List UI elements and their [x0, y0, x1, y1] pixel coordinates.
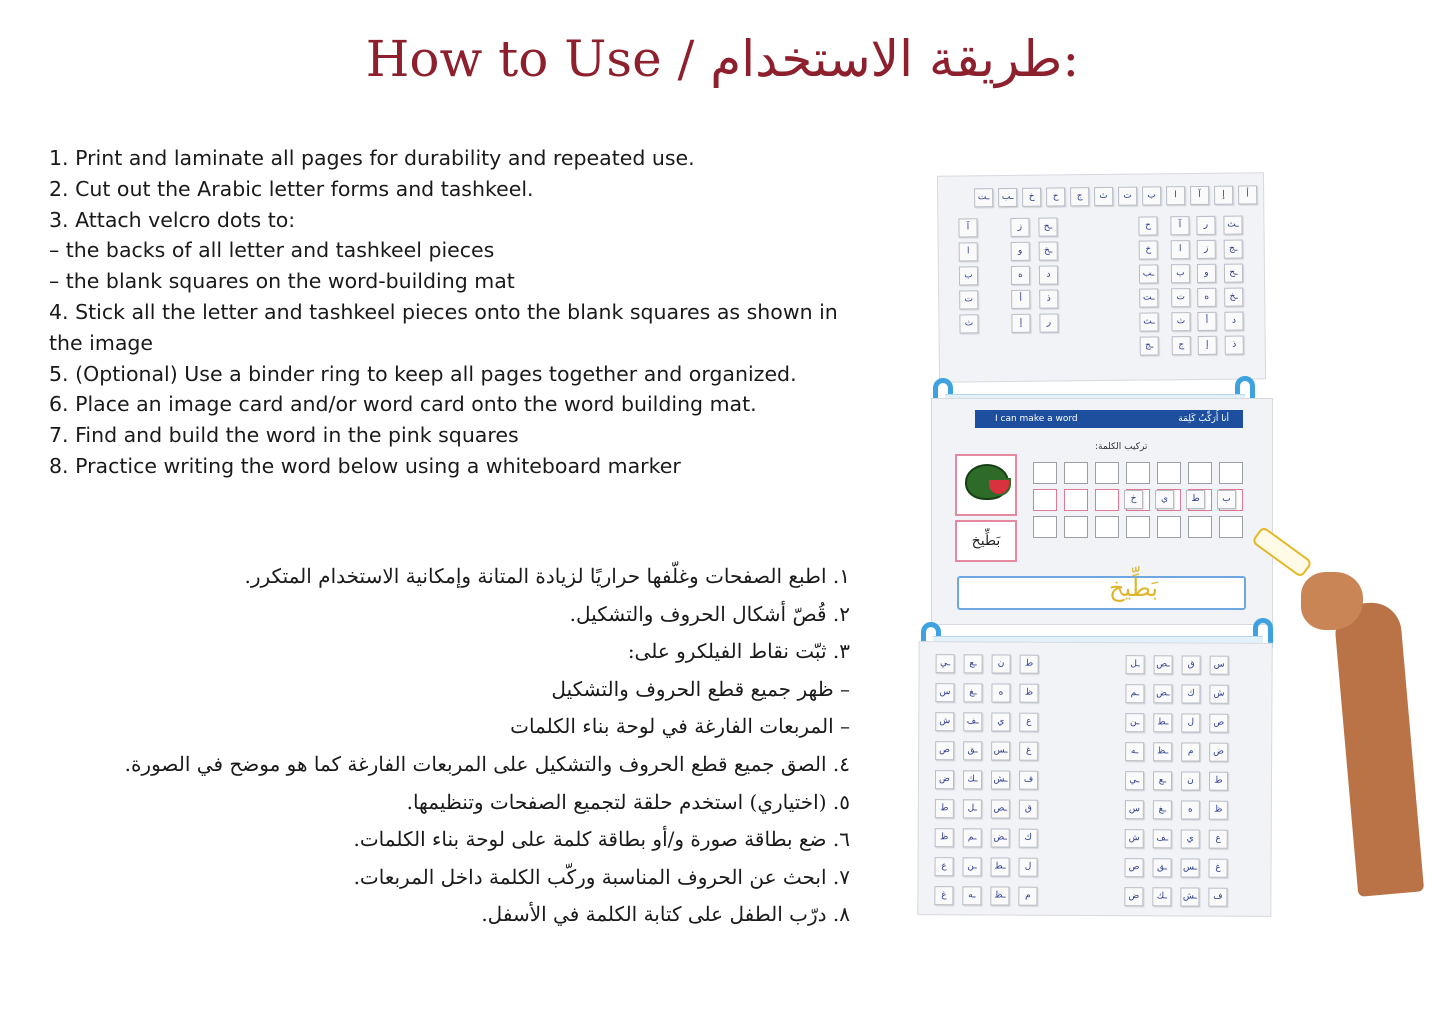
letter-tile[interactable]: أ — [1011, 290, 1030, 309]
letter-tile[interactable]: ـس — [1180, 858, 1199, 877]
letter-tile[interactable]: ك — [1181, 684, 1200, 703]
letter-tile[interactable]: آ — [1170, 216, 1189, 235]
letter-tile[interactable]: ذ — [1225, 336, 1244, 355]
blank-square[interactable] — [1033, 516, 1057, 538]
arabic-step: ١. اطبع الصفحات وغلّفها حراريًا لزيادة المتانة وإمكانية الاستخدام المتكرر. — [244, 564, 850, 588]
letter-tile[interactable]: ـس — [991, 741, 1010, 760]
letter-tile[interactable]: ل — [1018, 858, 1037, 877]
letter-tile[interactable]: ص — [1124, 858, 1143, 877]
letter-tile[interactable]: ـت — [974, 188, 993, 207]
writing-strip[interactable] — [957, 576, 1246, 610]
letter-tile[interactable]: ط — [1209, 772, 1228, 791]
mat-header-english: I can make a word — [995, 414, 1078, 424]
letter-tile[interactable]: ه — [1011, 266, 1030, 285]
letter-tile[interactable]: م — [1181, 742, 1200, 761]
letter-tile[interactable]: ـظ — [1153, 742, 1172, 761]
letter-tile[interactable]: خ — [1022, 188, 1041, 207]
letter-tile[interactable]: ا — [959, 242, 978, 261]
letter-tile[interactable]: ـط — [1153, 713, 1172, 732]
watermelon-slice-icon — [987, 478, 1011, 496]
letter-board-page-3 — [917, 641, 1272, 917]
letter-tile[interactable]: ي — [1181, 829, 1200, 848]
letter-tile[interactable]: ـج — [1224, 240, 1243, 259]
arabic-step: ٢. قُصّ أشكال الحروف والتشكيل. — [569, 601, 850, 626]
letter-tile[interactable]: ع — [1019, 713, 1038, 732]
letter-tile[interactable]: ض — [1124, 887, 1143, 906]
letter-tile[interactable]: ج — [1172, 336, 1191, 355]
letter-tile[interactable]: ـص — [1154, 655, 1173, 674]
letter-tile[interactable]: ـب — [998, 188, 1017, 207]
letter-tile[interactable]: ج — [1070, 187, 1089, 206]
letter-tile[interactable]: ـن — [962, 857, 981, 876]
mat-header — [975, 410, 1243, 428]
blank-square[interactable] — [1064, 516, 1088, 538]
letter-tile[interactable]: ع — [934, 857, 953, 876]
letter-tile[interactable]: ق — [1182, 655, 1201, 674]
english-step: 1. Print and laminate all pages for durability and repeated use. — [49, 146, 695, 170]
letter-tile[interactable]: ـظ — [990, 886, 1009, 905]
letter-tile[interactable]: ـش — [991, 770, 1010, 789]
letter-tile[interactable]: ـم — [963, 828, 982, 847]
arabic-step: ٨. درّب الطفل على كتابة الكلمة في الأسفل. — [481, 902, 850, 927]
letter-tile[interactable]: ـط — [990, 857, 1009, 876]
letter-tile[interactable]: ي — [991, 712, 1010, 731]
letter-tile[interactable]: ظ — [1019, 684, 1038, 703]
arabic-step: ٥. (اختياري) استخدم حلقة لتجميع الصفحات وتنظيمها. — [406, 789, 850, 814]
english-step: 6. Place an image card and/or word card onto the word building mat. — [49, 392, 757, 417]
english-step: 3. Attach velcro dots to: — [49, 207, 296, 232]
letter-tile[interactable]: غ — [1019, 742, 1038, 761]
letter-tile[interactable]: ـض — [991, 828, 1010, 847]
letter-tile[interactable]: ن — [992, 654, 1011, 673]
letter-tile[interactable]: ر — [1039, 313, 1058, 332]
letter-tile[interactable]: ص — [1209, 714, 1228, 733]
letter-tile[interactable]: ش — [1209, 685, 1228, 704]
letter-tile[interactable]: ا — [1171, 240, 1190, 259]
letter-tile[interactable]: ز — [1010, 218, 1029, 237]
letter-tile[interactable]: ـك — [963, 770, 982, 789]
letter-tile[interactable]: ـف — [1153, 829, 1172, 848]
letter-tile[interactable]: ـث — [1139, 312, 1158, 331]
word-card[interactable]: بَطِّيخ — [955, 520, 1017, 562]
letter-tile[interactable]: د — [1039, 265, 1058, 284]
letter-tile[interactable]: ف — [1019, 771, 1038, 790]
letter-tile[interactable]: ـن — [1125, 713, 1144, 732]
letter-tile[interactable]: غ — [934, 886, 953, 905]
letter-tile[interactable]: ـك — [1152, 887, 1171, 906]
letter-tile[interactable]: ـع — [1153, 771, 1172, 790]
letter-tile[interactable]: ـب — [1139, 264, 1158, 283]
letter-tile[interactable]: آ — [958, 218, 977, 237]
mat-label: تركيب الكلمة: — [1095, 442, 1148, 452]
letter-tile[interactable]: ض — [935, 770, 954, 789]
built-letter-tile[interactable]: ط — [1186, 490, 1205, 509]
letter-tile[interactable]: ظ — [935, 828, 954, 847]
letter-tile[interactable]: أ — [1238, 185, 1257, 204]
page-title: How to Use / طريقة الاستخدام: — [365, 30, 1080, 88]
letter-tile[interactable]: ض — [1209, 743, 1228, 762]
letter-tile[interactable]: ـه — [962, 886, 981, 905]
letter-tile[interactable]: إ — [1011, 314, 1030, 333]
product-photo — [915, 170, 1425, 922]
letter-tile[interactable]: ش — [935, 712, 954, 731]
letter-tile[interactable]: ب — [1142, 186, 1161, 205]
image-card[interactable] — [955, 454, 1017, 516]
letter-tile[interactable]: ث — [1171, 312, 1190, 331]
letter-tile[interactable]: ث — [959, 314, 978, 333]
letter-tile[interactable]: ك — [1019, 829, 1038, 848]
letter-tile[interactable]: ـل — [963, 799, 982, 818]
english-step: 7. Find and build the word in the pink squares — [49, 423, 519, 448]
mat-header-arabic: أنا أُرَكِّبُ كَلِمَة — [1178, 414, 1229, 424]
letter-tile[interactable]: ـم — [1125, 684, 1144, 703]
letter-tile[interactable]: ـض — [1153, 684, 1172, 703]
arabic-step: ٤. الصق جميع قطع الحروف والتشكيل على المربعات الفارغة كما هو موضح في الصورة. — [124, 751, 850, 776]
letter-tile[interactable]: ـق — [1152, 858, 1171, 877]
letter-tile[interactable]: ـص — [991, 799, 1010, 818]
letter-tile[interactable]: و — [1011, 242, 1030, 261]
letter-tile[interactable]: ز — [1197, 240, 1216, 259]
letter-tile[interactable]: ص — [935, 741, 954, 760]
letter-tile[interactable]: س — [1125, 800, 1144, 819]
built-letter-tile[interactable]: ب — [1217, 490, 1236, 509]
arabic-step: ٦. ضع بطاقة صورة و/أو بطاقة كلمة على لوحة بناء الكلمات. — [353, 827, 850, 852]
english-step: 2. Cut out the Arabic letter forms and tashkeel. — [49, 176, 534, 201]
letter-tile[interactable]: ح — [1138, 216, 1157, 235]
letter-tile[interactable]: ـغ — [963, 683, 982, 702]
letter-tile[interactable]: ذ — [1039, 289, 1058, 308]
written-word: بَطِّيخ — [1109, 574, 1159, 602]
english-step: 5. (Optional) Use a binder ring to keep all pages together and organized. — [49, 361, 797, 386]
letter-tile[interactable]: م — [1018, 887, 1037, 906]
letter-tile[interactable]: ـع — [964, 654, 983, 673]
letter-tile[interactable]: ـح — [1038, 217, 1057, 236]
built-letter-tile[interactable]: خ — [1124, 490, 1143, 509]
letter-tile[interactable]: ـي — [936, 654, 955, 673]
letter-tile[interactable]: ب — [959, 266, 978, 285]
letter-tile[interactable]: ب — [1171, 264, 1190, 283]
blank-square[interactable] — [1095, 462, 1119, 484]
arabic-step: – المربعات الفارغة في لوحة بناء الكلمات — [510, 714, 850, 739]
letter-tile[interactable]: ط — [935, 799, 954, 818]
blank-square[interactable] — [1126, 462, 1150, 484]
letter-tile[interactable]: ـج — [1140, 336, 1159, 355]
letter-tile[interactable]: ث — [1094, 187, 1113, 206]
letter-tile[interactable]: ط — [1020, 655, 1039, 674]
letter-tile[interactable]: خ — [1139, 240, 1158, 259]
letter-tile[interactable]: إ — [1214, 186, 1233, 205]
pink-square[interactable] — [1033, 489, 1057, 511]
letter-tile[interactable]: ت — [1118, 187, 1137, 206]
blank-square[interactable] — [1188, 462, 1212, 484]
letter-tile[interactable]: س — [935, 683, 954, 702]
blank-square[interactable] — [1126, 516, 1150, 538]
letter-tile[interactable]: أ — [1197, 312, 1216, 331]
letter-tile[interactable]: ـل — [1126, 655, 1145, 674]
letter-tile[interactable]: ح — [1046, 187, 1065, 206]
arabic-step: ٧. ابحث عن الحروف المناسبة وركّب الكلمة داخل المربعات. — [353, 864, 850, 889]
letter-tile[interactable]: آ — [1190, 186, 1209, 205]
letter-tile[interactable]: ـث — [1223, 216, 1242, 235]
letter-tile[interactable]: ـه — [1125, 742, 1144, 761]
child-hand — [1291, 566, 1421, 896]
english-step: 8. Practice writing the word below using a whiteboard marker — [49, 453, 681, 478]
letter-tile[interactable]: ا — [1166, 186, 1185, 205]
letter-tile[interactable]: د — [1224, 312, 1243, 331]
letter-tile[interactable]: ـش — [1180, 887, 1199, 906]
blank-square[interactable] — [1219, 462, 1243, 484]
blank-square[interactable] — [1157, 462, 1181, 484]
pink-square[interactable] — [1095, 489, 1119, 511]
blank-square[interactable] — [1219, 516, 1243, 538]
letter-tile[interactable]: ه — [1181, 800, 1200, 819]
letter-tile[interactable]: ن — [1181, 771, 1200, 790]
letter-tile[interactable]: و — [1197, 264, 1216, 283]
english-instructions — [49, 143, 869, 482]
letter-tile[interactable]: ت — [1171, 288, 1190, 307]
arabic-step: ٣. ثبّت نقاط الفيلكرو على: — [627, 639, 850, 664]
letter-tile[interactable]: ر — [1196, 216, 1215, 235]
blank-square[interactable] — [1033, 462, 1057, 484]
letter-tile[interactable]: ـف — [963, 712, 982, 731]
letter-tile[interactable]: ـي — [1125, 771, 1144, 790]
letter-tile[interactable]: ظ — [1209, 801, 1228, 820]
blank-square[interactable] — [1095, 516, 1119, 538]
letter-tile[interactable]: ل — [1181, 713, 1200, 732]
letter-tile[interactable]: ـت — [1139, 288, 1158, 307]
built-letter-tile[interactable]: ي — [1155, 490, 1174, 509]
english-step: 4. Stick all the letter and tashkeel pieces onto the blank squares as shown in the image — [49, 299, 838, 355]
letter-tile[interactable]: ش — [1125, 829, 1144, 848]
letter-tile[interactable]: ف — [1208, 888, 1227, 907]
letter-tile[interactable]: ه — [1197, 288, 1216, 307]
arabic-instructions — [50, 558, 850, 934]
letter-board-page-1 — [937, 172, 1266, 382]
letter-tile[interactable]: ـغ — [1153, 800, 1172, 819]
english-step: – the backs of all letter and tashkeel pieces — [49, 238, 495, 263]
letter-tile[interactable]: ع — [1209, 830, 1228, 849]
letter-tile[interactable]: ـح — [1224, 264, 1243, 283]
letter-tile[interactable]: ق — [1019, 800, 1038, 819]
letter-tile[interactable]: ه — [991, 683, 1010, 702]
pink-square[interactable] — [1064, 489, 1088, 511]
letter-tile[interactable]: ـق — [963, 741, 982, 760]
blank-square[interactable] — [1188, 516, 1212, 538]
blank-square[interactable] — [1064, 462, 1088, 484]
letter-tile[interactable]: ـخ — [1039, 241, 1058, 260]
letter-tile[interactable]: ت — [959, 290, 978, 309]
letter-tile[interactable]: س — [1210, 656, 1229, 675]
arabic-step: – ظهر جميع قطع الحروف والتشكيل — [551, 676, 850, 701]
english-step: – the blank squares on the word-building mat — [49, 269, 515, 294]
letter-tile[interactable]: إ — [1198, 336, 1217, 355]
letter-tile[interactable]: غ — [1208, 859, 1227, 878]
letter-tile[interactable]: ـخ — [1224, 288, 1243, 307]
blank-square[interactable] — [1157, 516, 1181, 538]
